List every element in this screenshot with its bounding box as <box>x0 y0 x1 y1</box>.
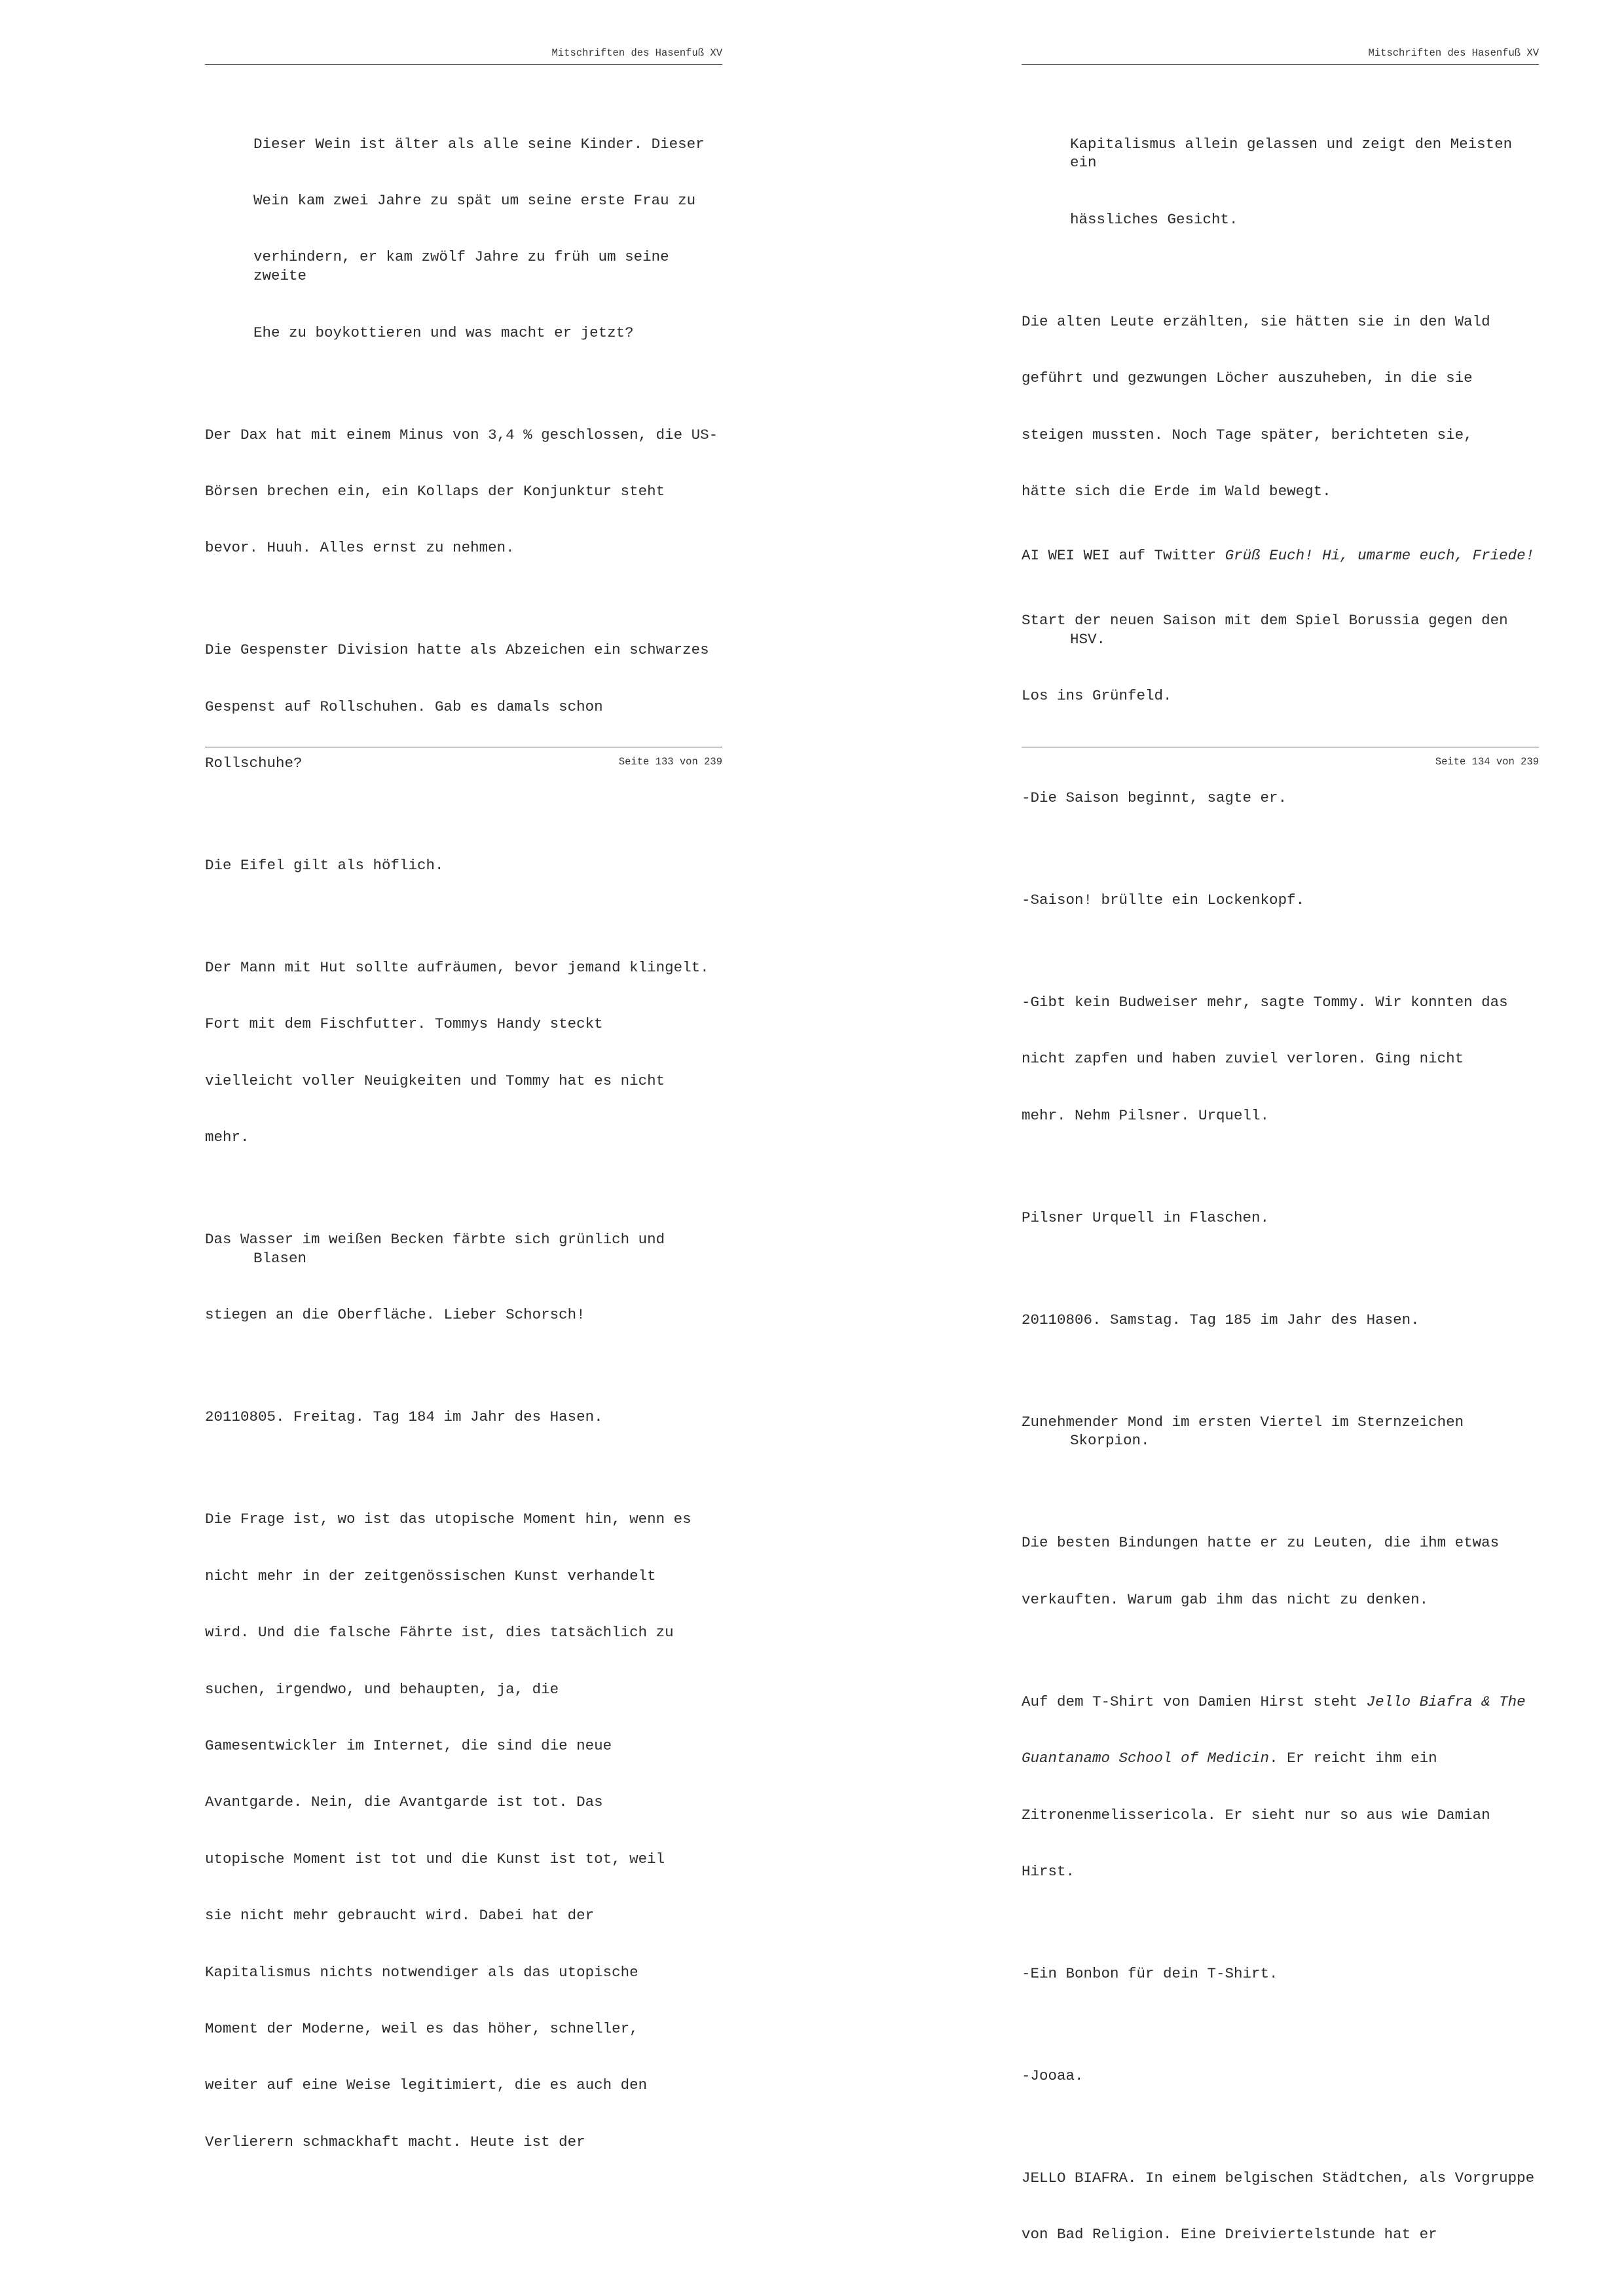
text-line: Rollschuhe? <box>205 755 303 772</box>
text-line: Hirst. <box>1022 1862 1075 1880</box>
paragraph <box>205 388 722 595</box>
text-line: sie nicht mehr gebraucht wird. Dabei hat der <box>205 1907 595 1924</box>
page-body <box>205 97 722 2197</box>
text-span: AI WEI WEI auf Twitter <box>1022 547 1225 565</box>
text-line: 20110806. Samstag. Tag 185 im Jahr des Hasen. <box>1022 1311 1420 1328</box>
text-line: mehr. Nehm Pilsner. Urquell. <box>1022 1106 1270 1124</box>
text-line: hässliches Gesicht. <box>1070 210 1238 228</box>
text-line: Der Dax hat mit einem Minus von 3,4 % geschlossen, die US- <box>205 426 718 443</box>
text-line: von Bad Religion. Eine Dreiviertelstunde hat er <box>1022 2226 1437 2243</box>
text-line: nicht mehr in der zeitgenössischen Kunst verhandelt <box>205 1567 656 1585</box>
paragraph <box>1022 853 1539 947</box>
text-line: nicht zapfen und haben zuviel verloren. Ging nicht <box>1022 1050 1464 1068</box>
italic-quote: Grüß Euch! Hi, umarme euch, Friede! <box>1225 547 1535 565</box>
text-line: wird. Und die falsche Fährte ist, dies tatsächlich zu <box>205 1624 674 1642</box>
paragraph <box>205 920 722 1184</box>
text-line: Die besten Bindungen hatte er zu Leuten, die ihm etwas <box>1022 1534 1500 1552</box>
page-number: Seite 133 von 239 <box>618 756 722 768</box>
text-line: -Die Saison beginnt, sagte er. <box>1022 789 1287 806</box>
text-line: Avantgarde. Nein, die Avantgarde ist tot. Das <box>205 1793 603 1811</box>
text-line: stiegen an die Oberfläche. Lieber Schorsch! <box>205 1306 585 1324</box>
text-line: weiter auf eine Weise legitimiert, die es auch den <box>205 2076 648 2094</box>
paragraph <box>205 603 722 811</box>
paragraph <box>1022 546 1539 565</box>
text-line: Fort mit dem Fischfutter. Tommys Handy steckt <box>205 1015 603 1033</box>
text-line: vielleicht voller Neuigkeiten und Tommy hat es nicht <box>205 1072 665 1089</box>
text-line: Kapitalismus nichts notwendiger als das utopische <box>205 1963 638 1981</box>
italic-title: Guantanamo School of Medicin <box>1022 1750 1270 1767</box>
text-line: bevor. Huuh. Alles ernst zu nehmen. <box>205 539 515 557</box>
text-line: suchen, irgendwo, und behaupten, ja, die <box>205 1680 559 1698</box>
text-line: Ehe zu boykottieren und was macht er jetzt? <box>253 324 634 341</box>
text-span: . Er reicht ihm ein <box>1269 1750 1437 1767</box>
text-line: Kapitalismus allein gelassen und zeigt den Meisten ein <box>1070 135 1521 172</box>
text-line: steigen mussten. Noch Tage später, berichteten sie, <box>1022 426 1473 443</box>
text-line: Wein kam zwei Jahre zu spät um seine erste Frau zu <box>253 191 696 209</box>
left-page <box>205 0 722 2150</box>
text-line: Der Mann mit Hut sollte aufräumen, bevor jemand klingelt. <box>205 959 709 977</box>
text-line: Das Wasser im weißen Becken färbte sich grünlich und Blasen <box>205 1231 674 1267</box>
text-line: Moment der Moderne, weil es das höher, schneller, <box>205 2019 638 2037</box>
running-header: Mitschriften des Hasenfuß XV <box>551 47 722 59</box>
paragraph <box>1022 1496 1539 1647</box>
paragraph <box>1022 1273 1539 1367</box>
text-line: Zitronenmelissericola. Er sieht nur so aus wie Damian <box>1022 1806 1490 1824</box>
text-line: verhindern, er kam zwölf Jahre zu früh um seine zweite <box>253 248 678 285</box>
text-line: -Jooaa. <box>1022 2067 1084 2084</box>
text-line: -Gibt kein Budweiser mehr, sagte Tommy. Wir konnten das <box>1022 993 1508 1011</box>
italic-title: Jello Biafra & The <box>1366 1693 1526 1710</box>
text-line: Die Frage ist, wo ist das utopische Moment hin, wenn es <box>205 1511 692 1528</box>
page-number: Seite 134 von 239 <box>1435 756 1539 768</box>
paragraph <box>205 818 722 912</box>
paragraph <box>1022 573 1539 743</box>
header-rule <box>1022 64 1539 65</box>
paragraph <box>1022 2131 1539 2281</box>
text-line: hätte sich die Erde im Wald bewegt. <box>1022 482 1331 500</box>
text-line: Gamesentwickler im Internet, die sind die neue <box>205 1736 612 1754</box>
text-line: -Saison! brüllte ein Lockenkopf. <box>1022 891 1305 909</box>
text-line: JELLO BIAFRA. In einem belgischen Städtchen, als Vorgruppe <box>1022 2169 1535 2187</box>
paragraph <box>1022 1171 1539 1265</box>
right-page <box>1022 0 1539 2243</box>
text-line: Los ins Grünfeld. <box>1022 686 1172 704</box>
text-line: Pilsner Urquell in Flaschen. <box>1022 1209 1270 1226</box>
header-rule <box>205 64 722 65</box>
text-line: geführt und gezwungen Löcher auszuheben, in die sie <box>1022 369 1473 387</box>
text-line: Start der neuen Saison mit dem Spiel Borussia gegen den HSV. <box>1022 611 1517 648</box>
text-line <box>1022 1693 1539 1712</box>
paragraph <box>205 1473 722 2189</box>
paragraph <box>205 97 722 380</box>
text-line: 20110805. Freitag. Tag 184 im Jahr des Hasen. <box>205 1408 603 1426</box>
text-line: Zunehmender Mond im ersten Viertel im Sternzeichen Skorpion. <box>1022 1413 1473 1450</box>
text-line: utopische Moment ist tot und die Kunst ist tot, weil <box>205 1850 665 1868</box>
running-header: Mitschriften des Hasenfuß XV <box>1368 47 1539 59</box>
page-body <box>1022 97 1539 2290</box>
text-line: Börsen brechen ein, ein Kollaps der Konjunktur steht <box>205 482 665 500</box>
text-line <box>1022 1749 1539 1768</box>
paragraph <box>1022 1926 1539 2021</box>
text-line: Gespenst auf Rollschuhen. Gab es damals schon <box>205 698 603 715</box>
text-line: -Ein Bonbon für dein T-Shirt. <box>1022 1964 1278 1982</box>
text-line: mehr. <box>205 1129 249 1146</box>
text-line: Die Gespenster Division hatte als Abzeichen ein schwarzes <box>205 641 709 659</box>
text-span: Auf dem T-Shirt von Damien Hirst steht <box>1022 1693 1367 1710</box>
text-line: verkauften. Warum gab ihm das nicht zu denken. <box>1022 1590 1429 1608</box>
paragraph <box>205 1193 722 1362</box>
paragraph <box>1022 97 1539 267</box>
paragraph <box>1022 1375 1539 1488</box>
text-line: Die alten Leute erzählten, sie hätten sie in den Wald <box>1022 312 1490 330</box>
text-line: Dieser Wein ist älter als alle seine Kinder. Dieser <box>253 135 705 153</box>
paragraph <box>1022 2029 1539 2123</box>
text-line: Verlierern schmackhaft macht. Heute ist der <box>205 2133 585 2150</box>
paragraph <box>1022 1655 1539 1919</box>
paragraph <box>1022 274 1539 538</box>
paragraph <box>205 1370 722 1465</box>
text-line: Die Eifel gilt als höflich. <box>205 857 444 874</box>
paragraph <box>1022 955 1539 1163</box>
